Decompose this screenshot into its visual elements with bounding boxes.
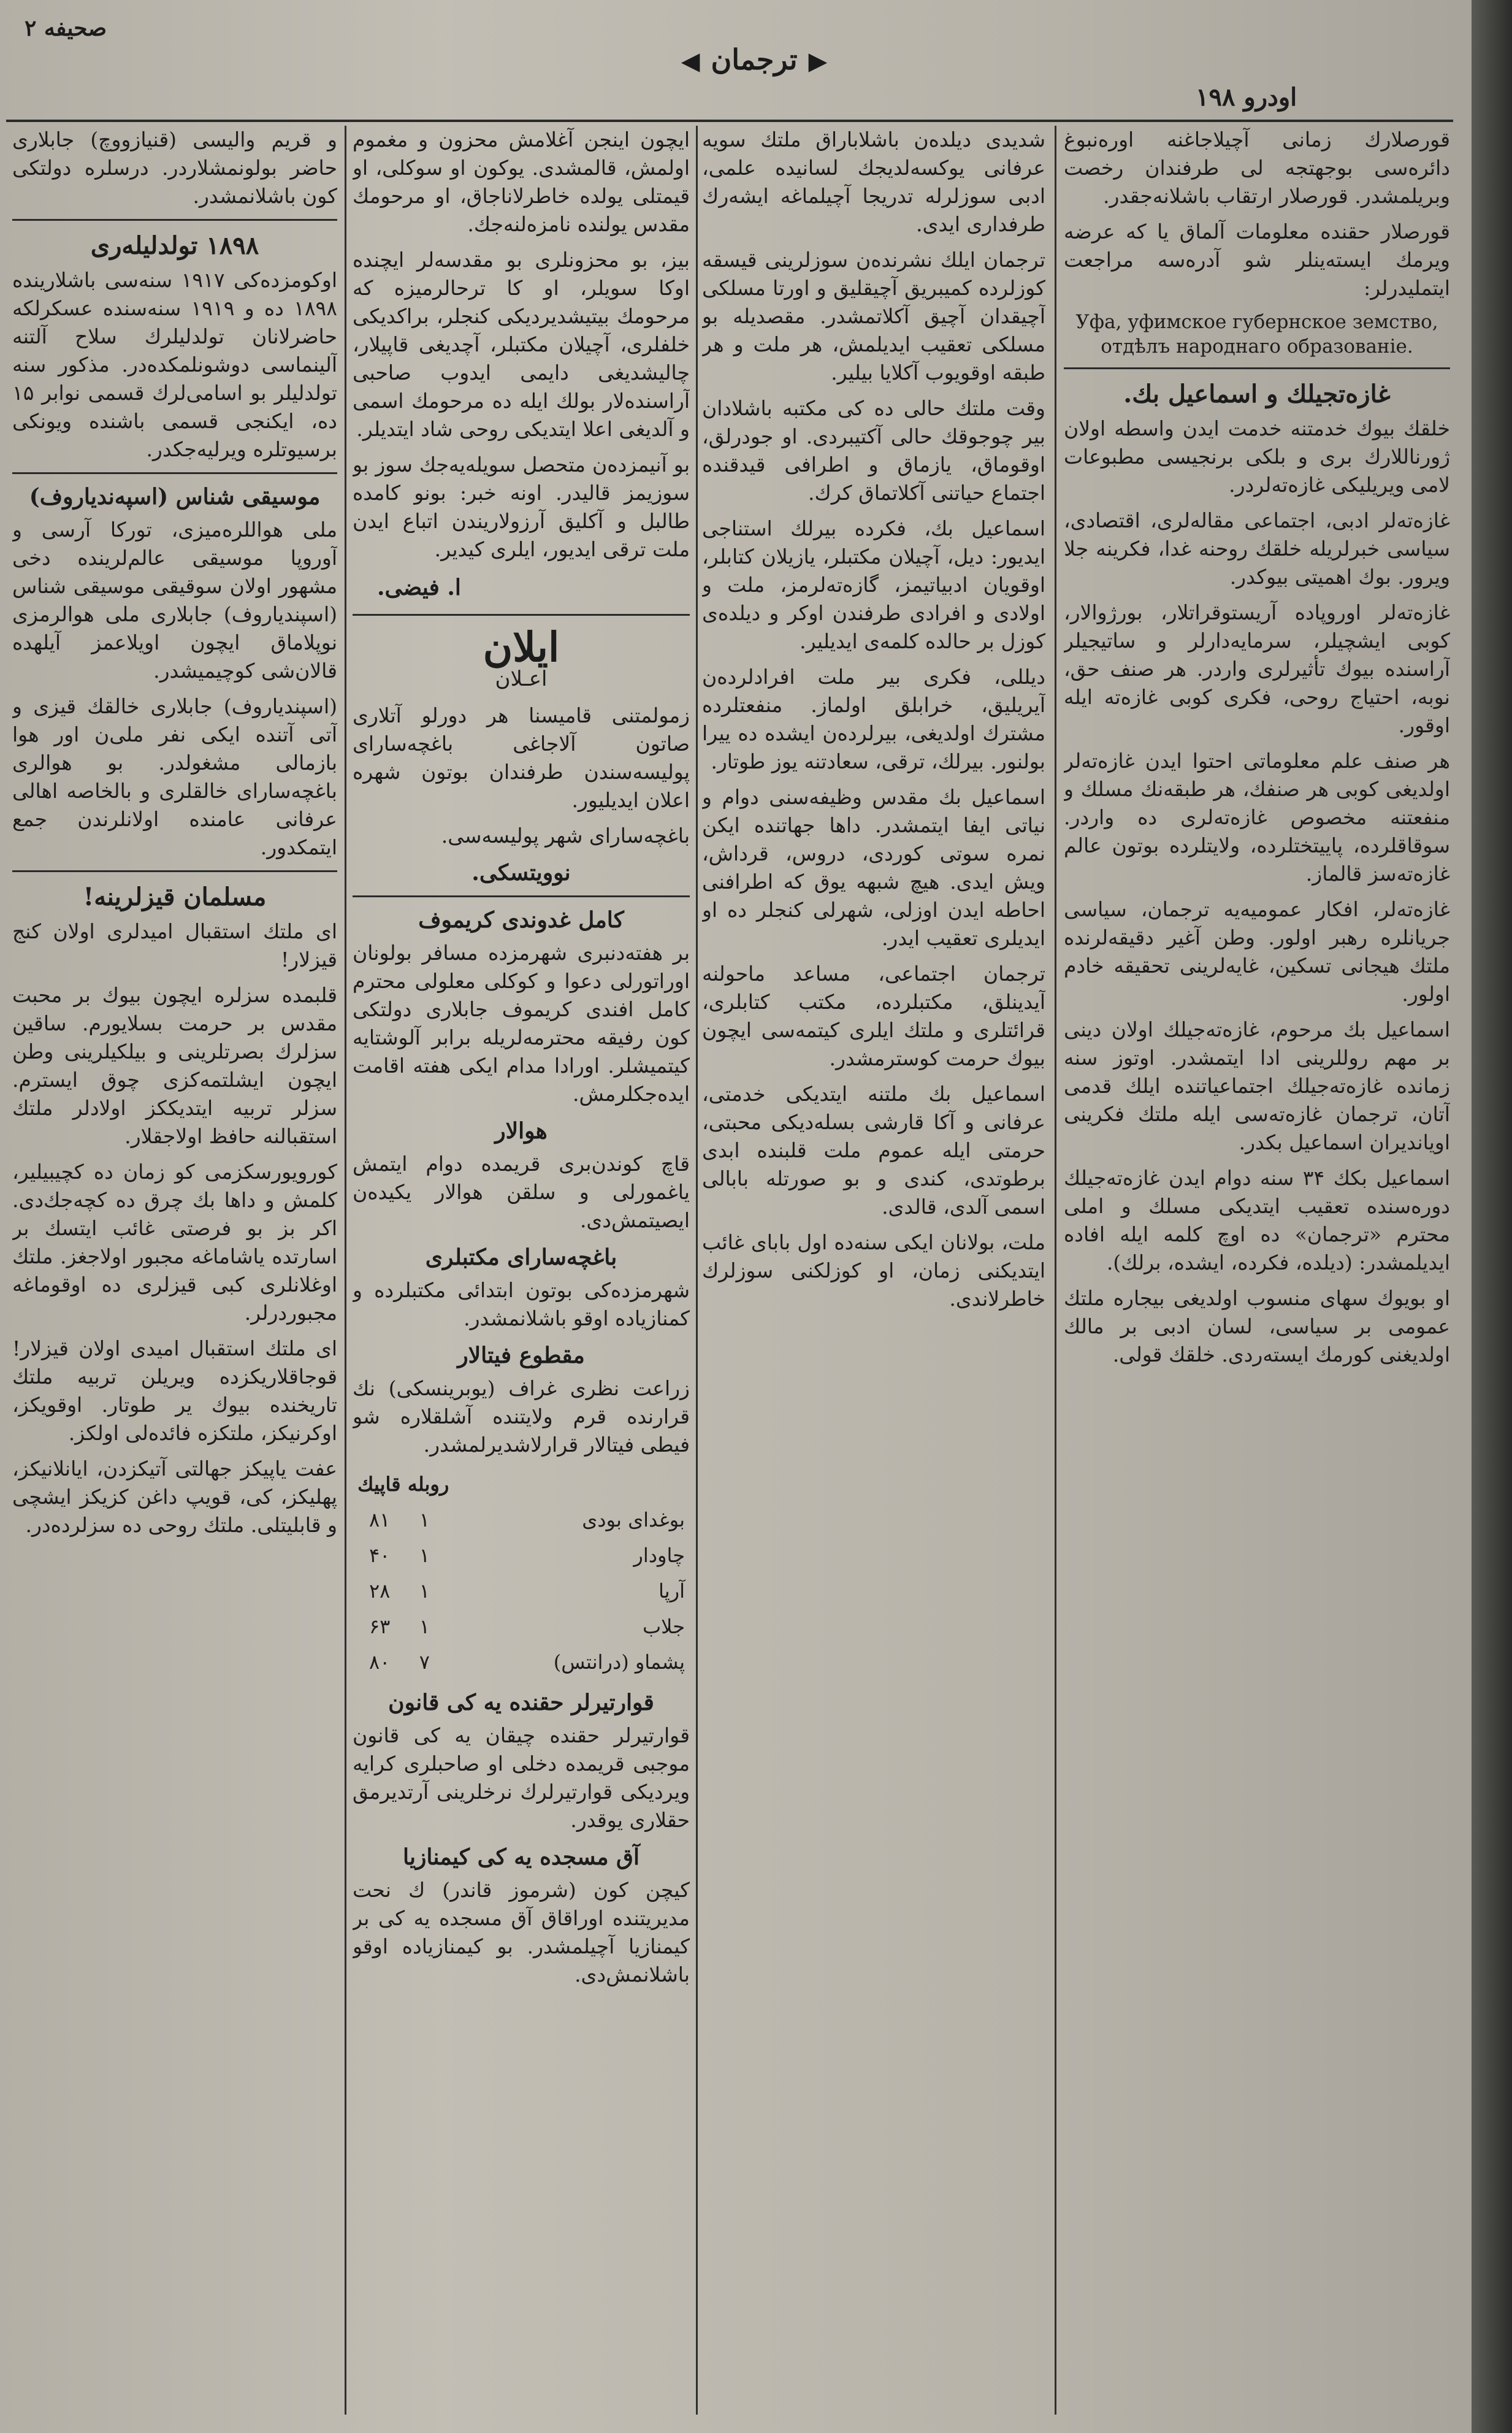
price-rub: ۱ <box>419 1544 430 1567</box>
paragraph: غازه‌ته‌لر، افکار عمومیه‌یه ترجمان، سیاسی جریانلره رهبر اولور. وطن آغیر دقیقه‌لرنده ملتك هیجانی تسکین، غایه‌لرینی تحقیقه خادم اولور. <box>1064 897 1450 1006</box>
paragraph: ملی هواللره‌میزی، تورکا آرسی و آوروپا موسیقی عالم‌لرینده دخی مشهور اولان سوقیقی موسیقی شناس (اسپندیاروف) جابلاری ملی هوا‌لرمزی نوپلاماق ایچون اویلاعمز آیلهده قالان‌شی کوچیمیشدر. <box>12 518 337 683</box>
news-heading: آق مسجده یه کی کیمنازیا <box>403 1844 640 1870</box>
section-rule <box>12 870 337 872</box>
column-4 <box>12 126 337 2421</box>
paragraph: ایچون اینجن آغلامش محزون و مغموم اولمش، قالمشدی. یوکون او سوکلی، او قیمتلی یولده خاطرلاناجاق، او مرحومك مقدس یولنده نامزه‌لنه‌جك. <box>353 128 690 236</box>
paragraph: خلقك بیوك خدمتنه خدمت ایدن واسطه اولان ژورناللارك بری و بلکی برنجیسی مطبوعات لامی ویریلیکی غازه‌ته‌لردر. <box>1064 416 1450 497</box>
paragraph: بر هفته‌دنبری شهرمزده مسافر بولونان اوراتورلی دعوا و کوکلی معلولی محترم کامل افندی کریموف جابلاری دولتکی کون رفیقه محترمه‌لریله برابر آلوشتایه کیتمیشلر. اورادا مدام ایکی هفته اقامت ایده‌جکلرمش. <box>353 941 690 1106</box>
announcement-label: اعـلان <box>495 667 548 691</box>
price-rub: ۷ <box>419 1650 430 1674</box>
paragraph: اسماعیل بك مرحوم، غازه‌ته‌جیلك اولان دینی بر مهم روللرینی ادا ایتمشدر. اوتوز سنه زمانده غازه‌ته‌جیلك اجتماعیاتنده ایلك قدمی آتان، ترجمان غازه‌ته‌سی ایله ملتك فکرینی اویاندیران اسماعیل بكدر. <box>1064 1017 1450 1154</box>
price-rub: ۱ <box>419 1579 430 1603</box>
paragraph: دیللی، فکری بیر ملت افرادلرده‌ن آیریلیق، خرابلق اولماز. منفعتلرده مشترك اولدیغی، بیرلرده‌ن ایشده ده ییرا بولنور. بیرلك، ترقی، سعادتنه یوز طوتار. <box>702 665 1045 773</box>
article-title: مسلمان قیزلرینه! <box>83 883 267 911</box>
table-row <box>353 1644 690 1680</box>
paragraph: اسماعیل بك ملتنه ایتدیکی خدمتی، عرفانی و آکا قارشی بسله‌دیکی محبتی، حرمتی ایله عموم ملت قلبنده ابدی برطوتدی، کندی و بو صورتله بابالی اسمی آلدی، قالدی. <box>702 1082 1045 1219</box>
paragraph: عفت یاپیکز جهالتی آتیکزدن، ایانلانیکز، پهلیکز، کی، قویپ داغن کزیکز ایشچی و قابلیتلی. ملتك روحی ده سزلرده‌در. <box>12 1457 337 1537</box>
price-item-name: پشماو (درانتس) <box>553 1650 685 1674</box>
arrow-right-ornament: ▶ <box>808 47 828 75</box>
price-rub: ۱ <box>419 1615 430 1638</box>
masthead <box>613 43 895 76</box>
column-divider <box>1055 126 1056 2415</box>
news-heading: کامل غدوندی کریموف <box>418 907 624 933</box>
announcement-signature: نوویتسکی. <box>472 860 571 886</box>
paragraph: بو آنیمزده‌ن متحصل سویله‌یه‌جك سوز بو سوزیمز قالیدر. اونه خبر: بونو کامده طالبل و آکلیق آرزولاریندن اتباع ایدن ملت ترقی ایدیور، ایلری کیدیر. <box>353 453 690 561</box>
arrow-left-ornament: ◀ <box>681 47 700 75</box>
news-heading: موسیقی شناس (اسپه‌ندیاروف) <box>29 484 321 510</box>
paragraph: اسماعیل بك، فکرده بیرلك استناجی ایدیور: دیل، آچیلان مکتبلر، یازیلان کتابلر، اوقویان ادبیاتیمز، گازه‌ته‌لرمز، ملت و اولادی و افرادی طرفندن اوکر و دیلده‌ی کوزل بر حالده کلمه‌ی ایدیلیر. <box>702 516 1045 653</box>
paragraph: زمولمتنی قامیسنا هر دورلو آتلاری صاتون آلاجاغی باغچه‌سارای پولیسه‌سندن طرفندان بوتون شهره اعلان ایدیلیور. <box>353 703 690 812</box>
price-item-name: چاودار <box>633 1544 685 1567</box>
price-kop: ۴۰ <box>368 1544 391 1567</box>
author-signature: ا. فیضی. <box>377 575 461 600</box>
paragraph: او بویوك سهای منسوب اولدیغی بیجاره ملتك عمومی بر سیاسی، لسان ادبی بر مالك اولدیغنی کورمك ایسته‌ردی. خلقك قولی. <box>1064 1286 1450 1366</box>
price-kop: ۲۸ <box>368 1579 391 1603</box>
paragraph: کورویورسکزمی کو زمان ده کچیبیلیر، کلمش و داها بك چرق ده کچه‌جك‌دی. اکر بز بو فرصتی غائب ایتسك بر اسارتده یاشاماغه مجبور اولاجغز. ملتك اوغلانلری کبی قیزلری ده اوقوماغه مجبوردرلر. <box>12 1160 337 1325</box>
paragraph: هر صنف علم معلوماتی احتوا ایدن غازه‌ته‌لر اولدیغی کوبی هر صنفك، هر طبقه‌نك مسلك و منفعتنه مخصوص غازه‌ته‌لری ده واردر. سوقاقلرده، پاییتختلرده، ولایتلرده بوتون عالم غازه‌ته‌سز قالماز. <box>1064 749 1450 886</box>
paragraph: قورصلار حقنده معلومات آلماق یا که عرضه ویرمك ایسته‌ینلر شو آدره‌سه مراجعت ایتملیدرلر: <box>1064 220 1450 300</box>
paragraph: شدیدی دیلده‌ن باشلاباراق ملتك سویه عرفانی یوکسه‌لدیجك لسانیده علمی، ادبی سوزلرله تدریجا آچیلماغه ایشه‌رك طرفداری ایدی. <box>702 128 1045 236</box>
column-divider <box>345 126 346 2415</box>
announcements-heading: ایلان <box>483 623 560 671</box>
paragraph: باغچه‌سارای شهر پولیسه‌سی. <box>441 824 690 848</box>
paragraph: قورصلارك زمانی آچیلاجاغنه اوره‌نبوغ دائره‌سی بوجهتجه لی طرفندان رخصت وبریلمشدر. قورصلار ارتقاب باشلانه‌جقدر. <box>1064 128 1450 208</box>
table-row <box>353 1573 690 1609</box>
section-rule <box>12 472 337 474</box>
paragraph: کیچن کون (شرموز قاندر) ك نحت مدیریتنده اوراقاق آق مسجده یه کی بر کیمنازیا آچیلمشدر. بو کیمنازیاده اوقو باشلانمش‌دی. <box>353 1878 690 1987</box>
russian-address: Уфа, уфимское губернское земство, отдѣлъ народнаго образованіе. <box>1075 311 1438 358</box>
article-title: غازه‌تجیلك و اسماعیل بك. <box>1123 380 1391 408</box>
header-rule <box>6 120 1453 122</box>
paragraph: زراعت نظری غراف (یوبرینسکی) نك قرارنده قرم ولایتنده آشلقلاره شو فیطی فیتالار قرارلاشدیرلمشدر. <box>353 1376 690 1457</box>
paragraph: بیز، بو محزونلری بو مقدسه‌لر ایچنده اوکا سویلر، او کا ترحالرمیزه که مرحومك بیتیشدیردیکی کنجلر، براکدیکی خلفلری، آچیلان مکتبلر، آچدیغی قاپیلار، چالیشدیغی دایمی ایدوب صاحبی آراسنده‌لار بولك ایله ده مرحومك اسمی و آلدیغی اعلا ایتدیکی روحی شاد ایتدیلر. <box>353 248 690 441</box>
price-table-header: روبله قاپیك <box>357 1473 449 1496</box>
paragraph: قلبمده سزلره ایچون بیوك بر محبت مقدس بر حرمت بسلایورم. ساقین سزلرك بصرتلرینی و بیلکیلرینی وطن ایچون ایشلتمه‌کزی چوق ایسترم. سزلر تربیه ایتدیککز اولادلر ملتك استقبالنه حافظ اولاجقلار. <box>12 983 337 1148</box>
news-heading: هوالار <box>495 1118 548 1144</box>
table-row <box>353 1538 690 1573</box>
paragraph: (اسپندیاروف) جابلاری خالقك قیزی و آتی آتنده ایکی نفر ملی‌ن اور هوا بازمالی مشغولدر. بو هوالری باغچه‌سارای خالقلری و بالخاصه اهالی عرفانی عامنده اولانلرندن جمع ایتمکدور. <box>12 694 337 859</box>
column-2 <box>702 126 1045 2421</box>
section-rule <box>1064 367 1450 369</box>
price-table <box>353 1466 690 1680</box>
paragraph: ترجمان ایلك نشرنده‌ن سوزلرینی قیسقه کوزلرده کمیبریق آچیقلیق و اورتا مسلکی آچیقدان آچیق آکلاتمشدر. مقصدیله بو مسلکی تعقیب ایدیلمش، هر ملت و هر طبقه اوقویوب آکلایا بیلیر. <box>702 248 1045 385</box>
column-divider <box>696 126 698 2415</box>
section-rule <box>353 614 690 616</box>
paragraph: ای ملتك استقبال امیدلری اولان کنج قیزلار! <box>12 919 337 971</box>
paragraph: شهرمزده‌کی بوتون ابتدائی مکتبلرده و کمنازیاده اوقو باشلانمشدر. <box>353 1278 690 1330</box>
paragraph: غازه‌ته‌لر ادبی، اجتماعی مقاله‌لری، اقتصادی، سیاسی خبرلریله خلقك روحنه غدا، فکرینه جلا ویرور. بوك اهمیتی بیوکدر. <box>1064 508 1450 589</box>
issue-date: اودرو ۱۹۸ <box>1196 83 1297 112</box>
paragraph: ترجمان اجتماعی، مساعد ماحولنه آیدینلق، مکتبلرده، مکتب کتابلری، قرائتلری و ملتك ایلری کیتمه‌سی ایچون بیوك حرمت کوسترمشدر. <box>702 962 1045 1070</box>
price-rub: ۱ <box>419 1508 430 1531</box>
price-item-name: آرپا <box>659 1579 685 1603</box>
paragraph: و قریم والیسی (قنیازووچ) جابلاری حاضر بولونمشلاردر. درسلره دولتکی کون باشلانمشدر. <box>12 128 337 208</box>
column-3 <box>353 126 690 2421</box>
price-item-name: بوغدای بودی <box>582 1508 685 1531</box>
column-1 <box>1064 126 1450 2421</box>
price-kop: ۶۳ <box>368 1615 391 1638</box>
table-row <box>353 1609 690 1644</box>
news-heading: مقطوع فیتالار <box>457 1343 585 1368</box>
page-number: صحیفه ۲ <box>25 15 107 41</box>
table-row <box>353 1502 690 1538</box>
paragraph: غازه‌ته‌لر اوروپاده آریستوقراتلار، بورژوالار، کوبی ایشچیلر، سرمایه‌دارلر و ساتیجیلر آراسنده بیوك تأثیرلری واردر. هر صنف حق، نوبه، احتیاج روحی، فکری کوبی غازه‌ته ایله اوقور. <box>1064 600 1450 737</box>
scan-edge <box>1472 0 1512 2433</box>
news-heading: ۱۸۹۸ تولدلیله‌ری <box>90 231 259 260</box>
paragraph: وقت ملتك حالی ده کی مکتبه باشلادان بیر چوجوقك حالی آکتیبردی. او جودرلق، اوقوماق، یازماق و اطرافی قیدقنده اجتماع حیاتنی آکلاتماق کرك. <box>702 396 1045 505</box>
paragraph: ملت، بولانان ایکی سنه‌ده اول بابای غائب ایتدیکنی زمان، او کوزلکنی سوزلرك خاطرلاندی. <box>702 1230 1045 1311</box>
price-item-name: جلاب <box>643 1615 685 1638</box>
price-kop: ۸۰ <box>368 1650 391 1674</box>
paragraph: ای ملتك استقبال امیدی اولان قیزلار! قوجاقلاریکزده ویریلن تربیه ملتك تاریخنده بیوك یر طوتار. اوقویکز، اوکرنیکز، ملتکزه فائده‌لی اولکز. <box>12 1336 337 1445</box>
masthead-title: ترجمان <box>711 43 798 76</box>
section-rule <box>353 895 690 897</box>
paragraph: اسماعیل بك مقدس وظیفه‌سنی دوام و نیاتی ایفا ایتمشدر. داها جهاتنده ایکن نمره سوتی کوردی، دروس، قرداش، ویش ایدی. هیچ شبهه یوق که اطرافنی احاطه ایدن اوزلی، شهرلی کنجلر ده او ایدیلری تعقیب ایدر. <box>702 785 1045 950</box>
news-heading: قوارتیرلر حقنده یه کی قانون <box>388 1690 654 1715</box>
paragraph: قاچ کوندن‌بری قریمده دوام ایتمش یاغمورلی و سلقن هوالار یکیده‌ن ایصیتمش‌دی. <box>353 1152 690 1232</box>
paragraph: اسماعیل بكك ۳۴ سنه دوام ایدن غازه‌ته‌جیلك دوره‌سنده تعقیب ایتدیکی مسلك و املی محترم «ترجمان» ده اوچ کلمه ایله افاده ایدیلمشدر: (دیلده، فکرده، ایشده، برلك). <box>1064 1166 1450 1274</box>
paragraph: اوکومزده‌کی ۱۹۱۷ سنه‌سی باشلارینده ۱۸۹۸ ده و ۱۹۱۹ سنه‌سنده عسکرلکه حاضرلانان تولدلیلرك سلاح آلتنه آلینماسی دوشونلمکده‌در. مذکور سنه تولدلیلر بو اسامی‌لرك قسمی نوابر ۱۵ ده، ایکنجی قسمی باشنده ویونکی برسیوتلره ویرلیه‌جکدر. <box>12 268 337 461</box>
paragraph: قوارتیرلر حقنده چیقان یه کی قانون موجبی قریمده دخلی او صاحبلری کرایه ویردیکی قوارتیرلرك نرخلرینی آرتدیرمق حقلاری یوقدر. <box>353 1723 690 1832</box>
price-kop: ۸۱ <box>368 1508 391 1531</box>
news-heading: باغچه‌سارای مکتبلری <box>425 1244 617 1270</box>
section-rule <box>12 219 337 221</box>
